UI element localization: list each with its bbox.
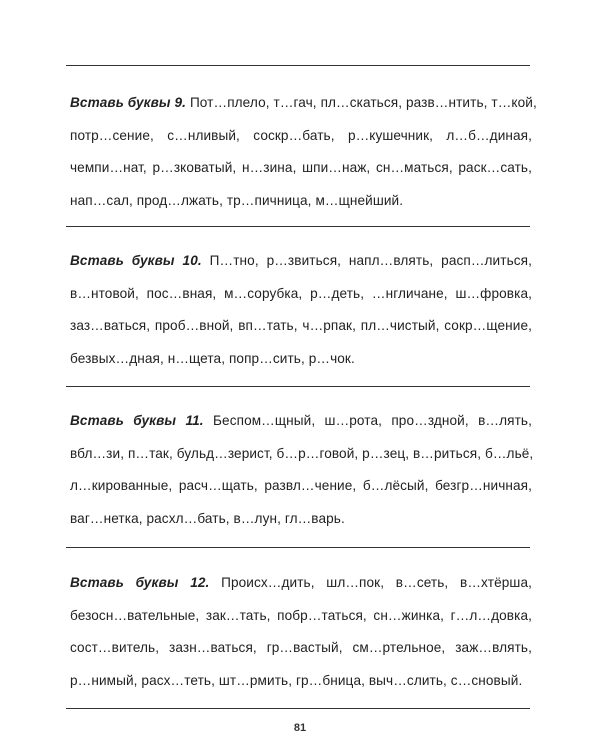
exercise-line: ваг…нетка, расхл…бать, в…лун, гл…варь. [70, 510, 345, 526]
exercise-12 [70, 567, 532, 697]
exercise-line: л…кированные, расч…щать, развл…чение, б…лёсый, безгр…ничная, [70, 478, 532, 493]
exercise-11 [70, 405, 532, 535]
exercise-line: заз…ваться, проб…вной, вп…тать, ч…рпак, пл…чистый, сокр…щение, [70, 318, 532, 333]
exercise-text: П…тно, р…звиться, напл…влять, расп…литься, [209, 253, 532, 268]
exercise-line: безвых…дная, н…щета, попр…сить, р…чок. [70, 350, 355, 366]
exercise-label: Вставь буквы 11. [70, 413, 204, 428]
exercise-label: Вставь буквы 12. [70, 575, 210, 590]
exercise-line [70, 567, 532, 600]
exercise-line [70, 405, 532, 438]
divider [66, 547, 530, 548]
exercise-line: сост…витель, зазн…ваться, гр…вастый, см…ртельное, заж…влять, [70, 640, 532, 655]
divider [66, 65, 530, 66]
exercise-text: Происх…дить, шл…пок, в…сеть, в…хтёрша, [221, 575, 532, 590]
exercise-line: чемпи…нат, р…зковатый, н…зина, шпи…наж, сн…маться, раск…сать, [70, 160, 532, 175]
exercise-label: Вставь буквы 10. [70, 253, 202, 268]
exercise-10 [70, 245, 532, 375]
exercise-line: безосн…вательные, зак…тать, побр…таться, сн…жинка, г…л…довка, [70, 607, 532, 623]
divider [66, 708, 530, 709]
exercise-text: Беспом…щный, ш…рота, про…здной, в…лять, [213, 413, 532, 428]
page-number: 81 [293, 722, 307, 734]
exercise-9 [70, 87, 537, 217]
exercise-label: Вставь буквы 9. [70, 95, 187, 110]
divider [66, 386, 530, 387]
exercise-line: р…нимый, расх…теть, шт…рмить, гр…бница, выч…слить, с…сновый. [70, 672, 523, 688]
divider [66, 226, 530, 227]
exercise-line: вбл…зи, п…так, бульд…зерист, б…р…говой, р…зец, в…риться, б…льё, [70, 445, 534, 461]
exercise-line [70, 87, 537, 120]
exercise-line: в…нтовой, пос…вная, м…сорубка, р…деть, …нгличане, ш…фровка, [70, 285, 532, 301]
exercise-text: Пот…плело, т…гач, пл…скаться, разв…нтить, т…кой, [189, 95, 537, 110]
exercise-line: потр…сение, с…нливый, соскр…бать, р…кушечник, л…б…диная, [70, 127, 532, 143]
exercise-line [70, 245, 532, 278]
exercise-line: нап…сал, прод…лжать, тр…пичница, м…щнейший. [70, 192, 404, 208]
